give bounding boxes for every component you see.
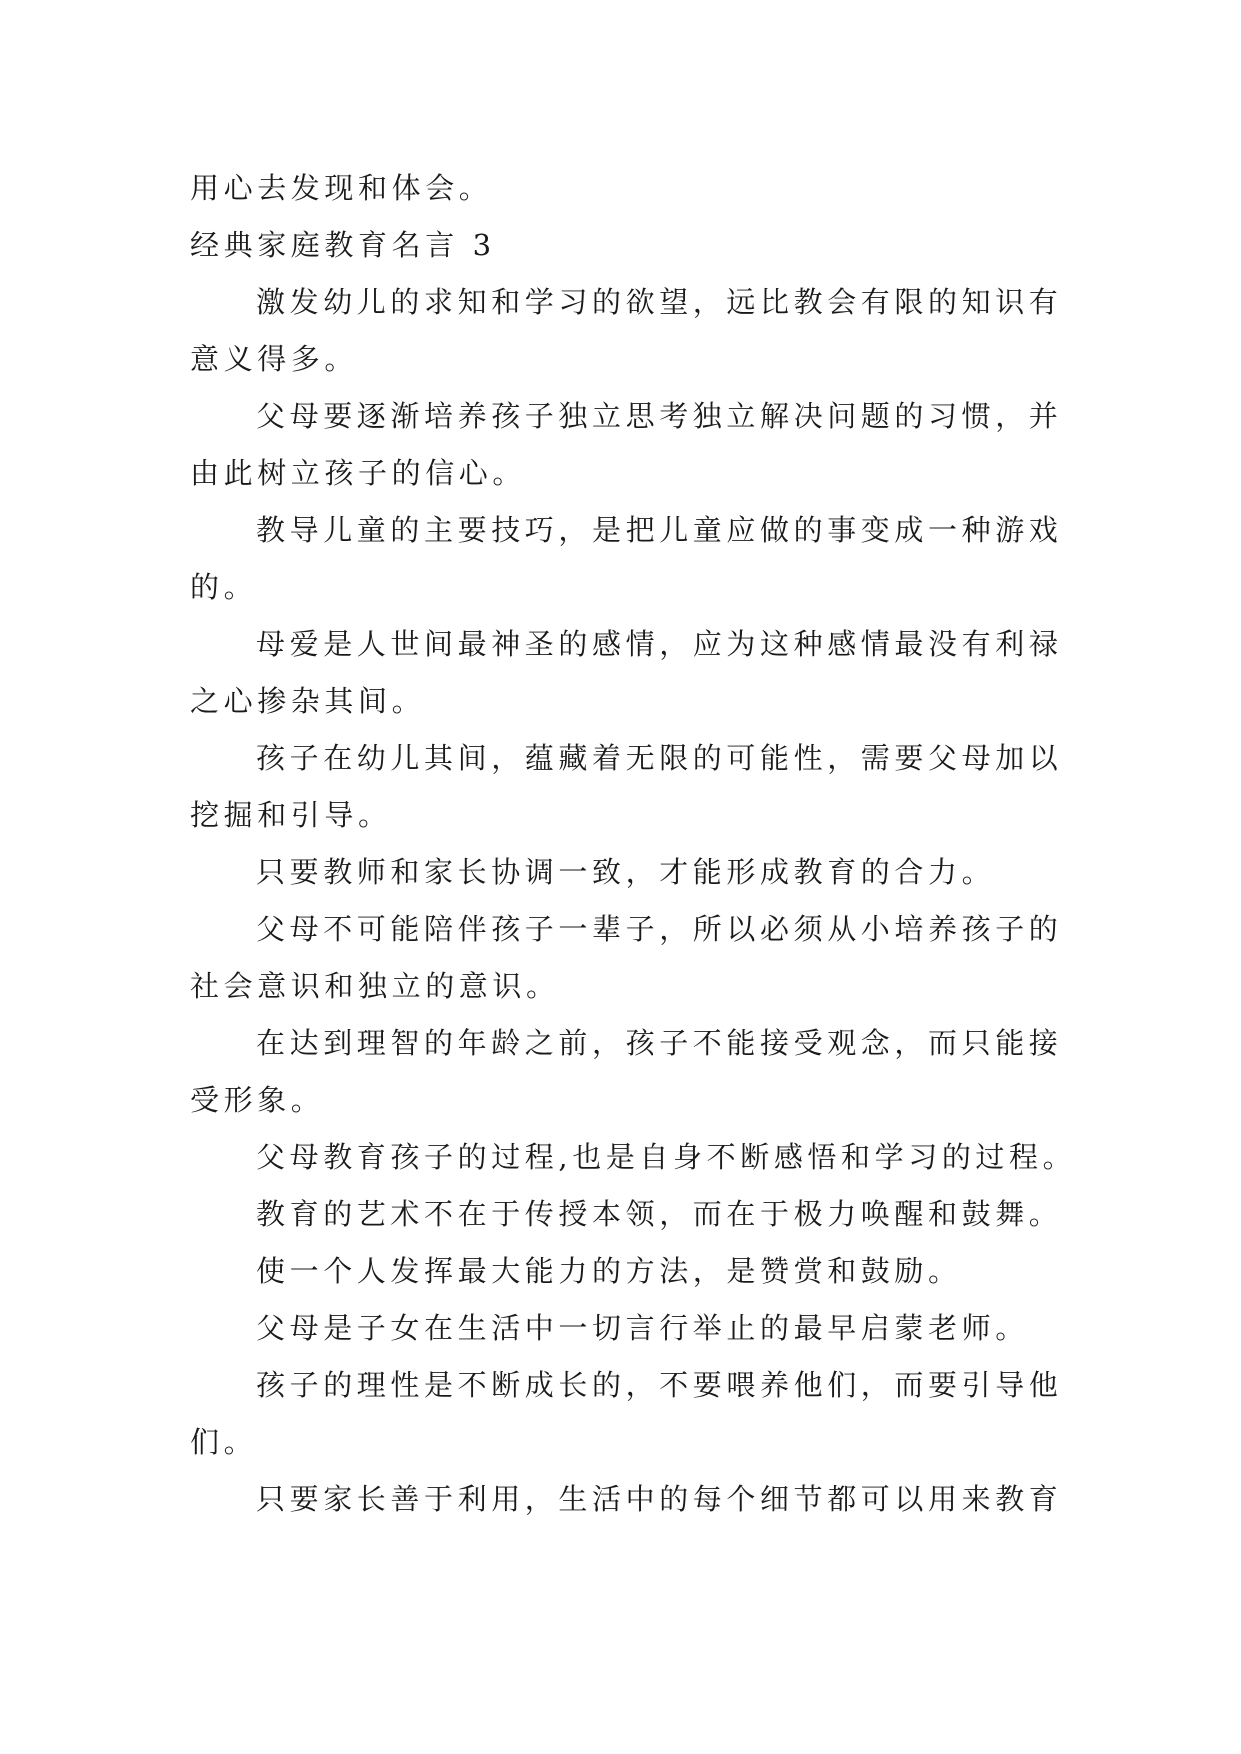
- text-line: 激发幼儿的求知和学习的欲望，远比教会有限的知识有: [256, 285, 1063, 319]
- text-line: 挖掘和引导。: [190, 798, 392, 832]
- text-line: 在达到理智的年龄之前，孩子不能接受观念，而只能接: [256, 1026, 1063, 1060]
- text-line: 父母不可能陪伴孩子一辈子，所以必须从小培养孩子的: [256, 912, 1063, 946]
- text-line: 由此树立孩子的信心。: [190, 456, 527, 490]
- text-line: 只要家长善于利用，生活中的每个细节都可以用来教育: [256, 1482, 1063, 1516]
- text-line: 父母教育孩子的过程,也是自身不断感悟和学习的过程。: [256, 1140, 1077, 1174]
- text-line: 用心去发现和体会。: [190, 171, 493, 205]
- text-line: 的。: [190, 570, 258, 604]
- text-line: 孩子的理性是不断成长的，不要喂养他们，而要引导他: [256, 1368, 1063, 1402]
- text-line: 父母是子女在生活中一切言行举止的最早启蒙老师。: [256, 1311, 1029, 1345]
- document-body: [190, 160, 1077, 1528]
- section-heading: 经典家庭教育名言 3: [190, 228, 496, 262]
- text-line: 使一个人发挥最大能力的方法，是赞赏和鼓励。: [256, 1254, 962, 1288]
- text-line: 孩子在幼儿其间，蕴藏着无限的可能性，需要父母加以: [256, 741, 1063, 775]
- text-line: 意义得多。: [190, 342, 359, 376]
- text-line: 教育的艺术不在于传授本领，而在于极力唤醒和鼓舞。: [256, 1197, 1063, 1231]
- text-line: 只要教师和家长协调一致，才能形成教育的合力。: [256, 855, 996, 889]
- text-line: 社会意识和独立的意识。: [190, 969, 560, 1003]
- text-line: 们。: [190, 1425, 258, 1459]
- text-line: 受形象。: [190, 1083, 325, 1117]
- text-line: 母爱是人世间最神圣的感情，应为这种感情最没有利禄: [256, 627, 1063, 661]
- text-line: 父母要逐渐培养孩子独立思考独立解决问题的习惯，并: [256, 399, 1063, 433]
- text-line: 之心掺杂其间。: [190, 684, 426, 718]
- text-line: 教导儿童的主要技巧，是把儿童应做的事变成一种游戏: [256, 513, 1063, 547]
